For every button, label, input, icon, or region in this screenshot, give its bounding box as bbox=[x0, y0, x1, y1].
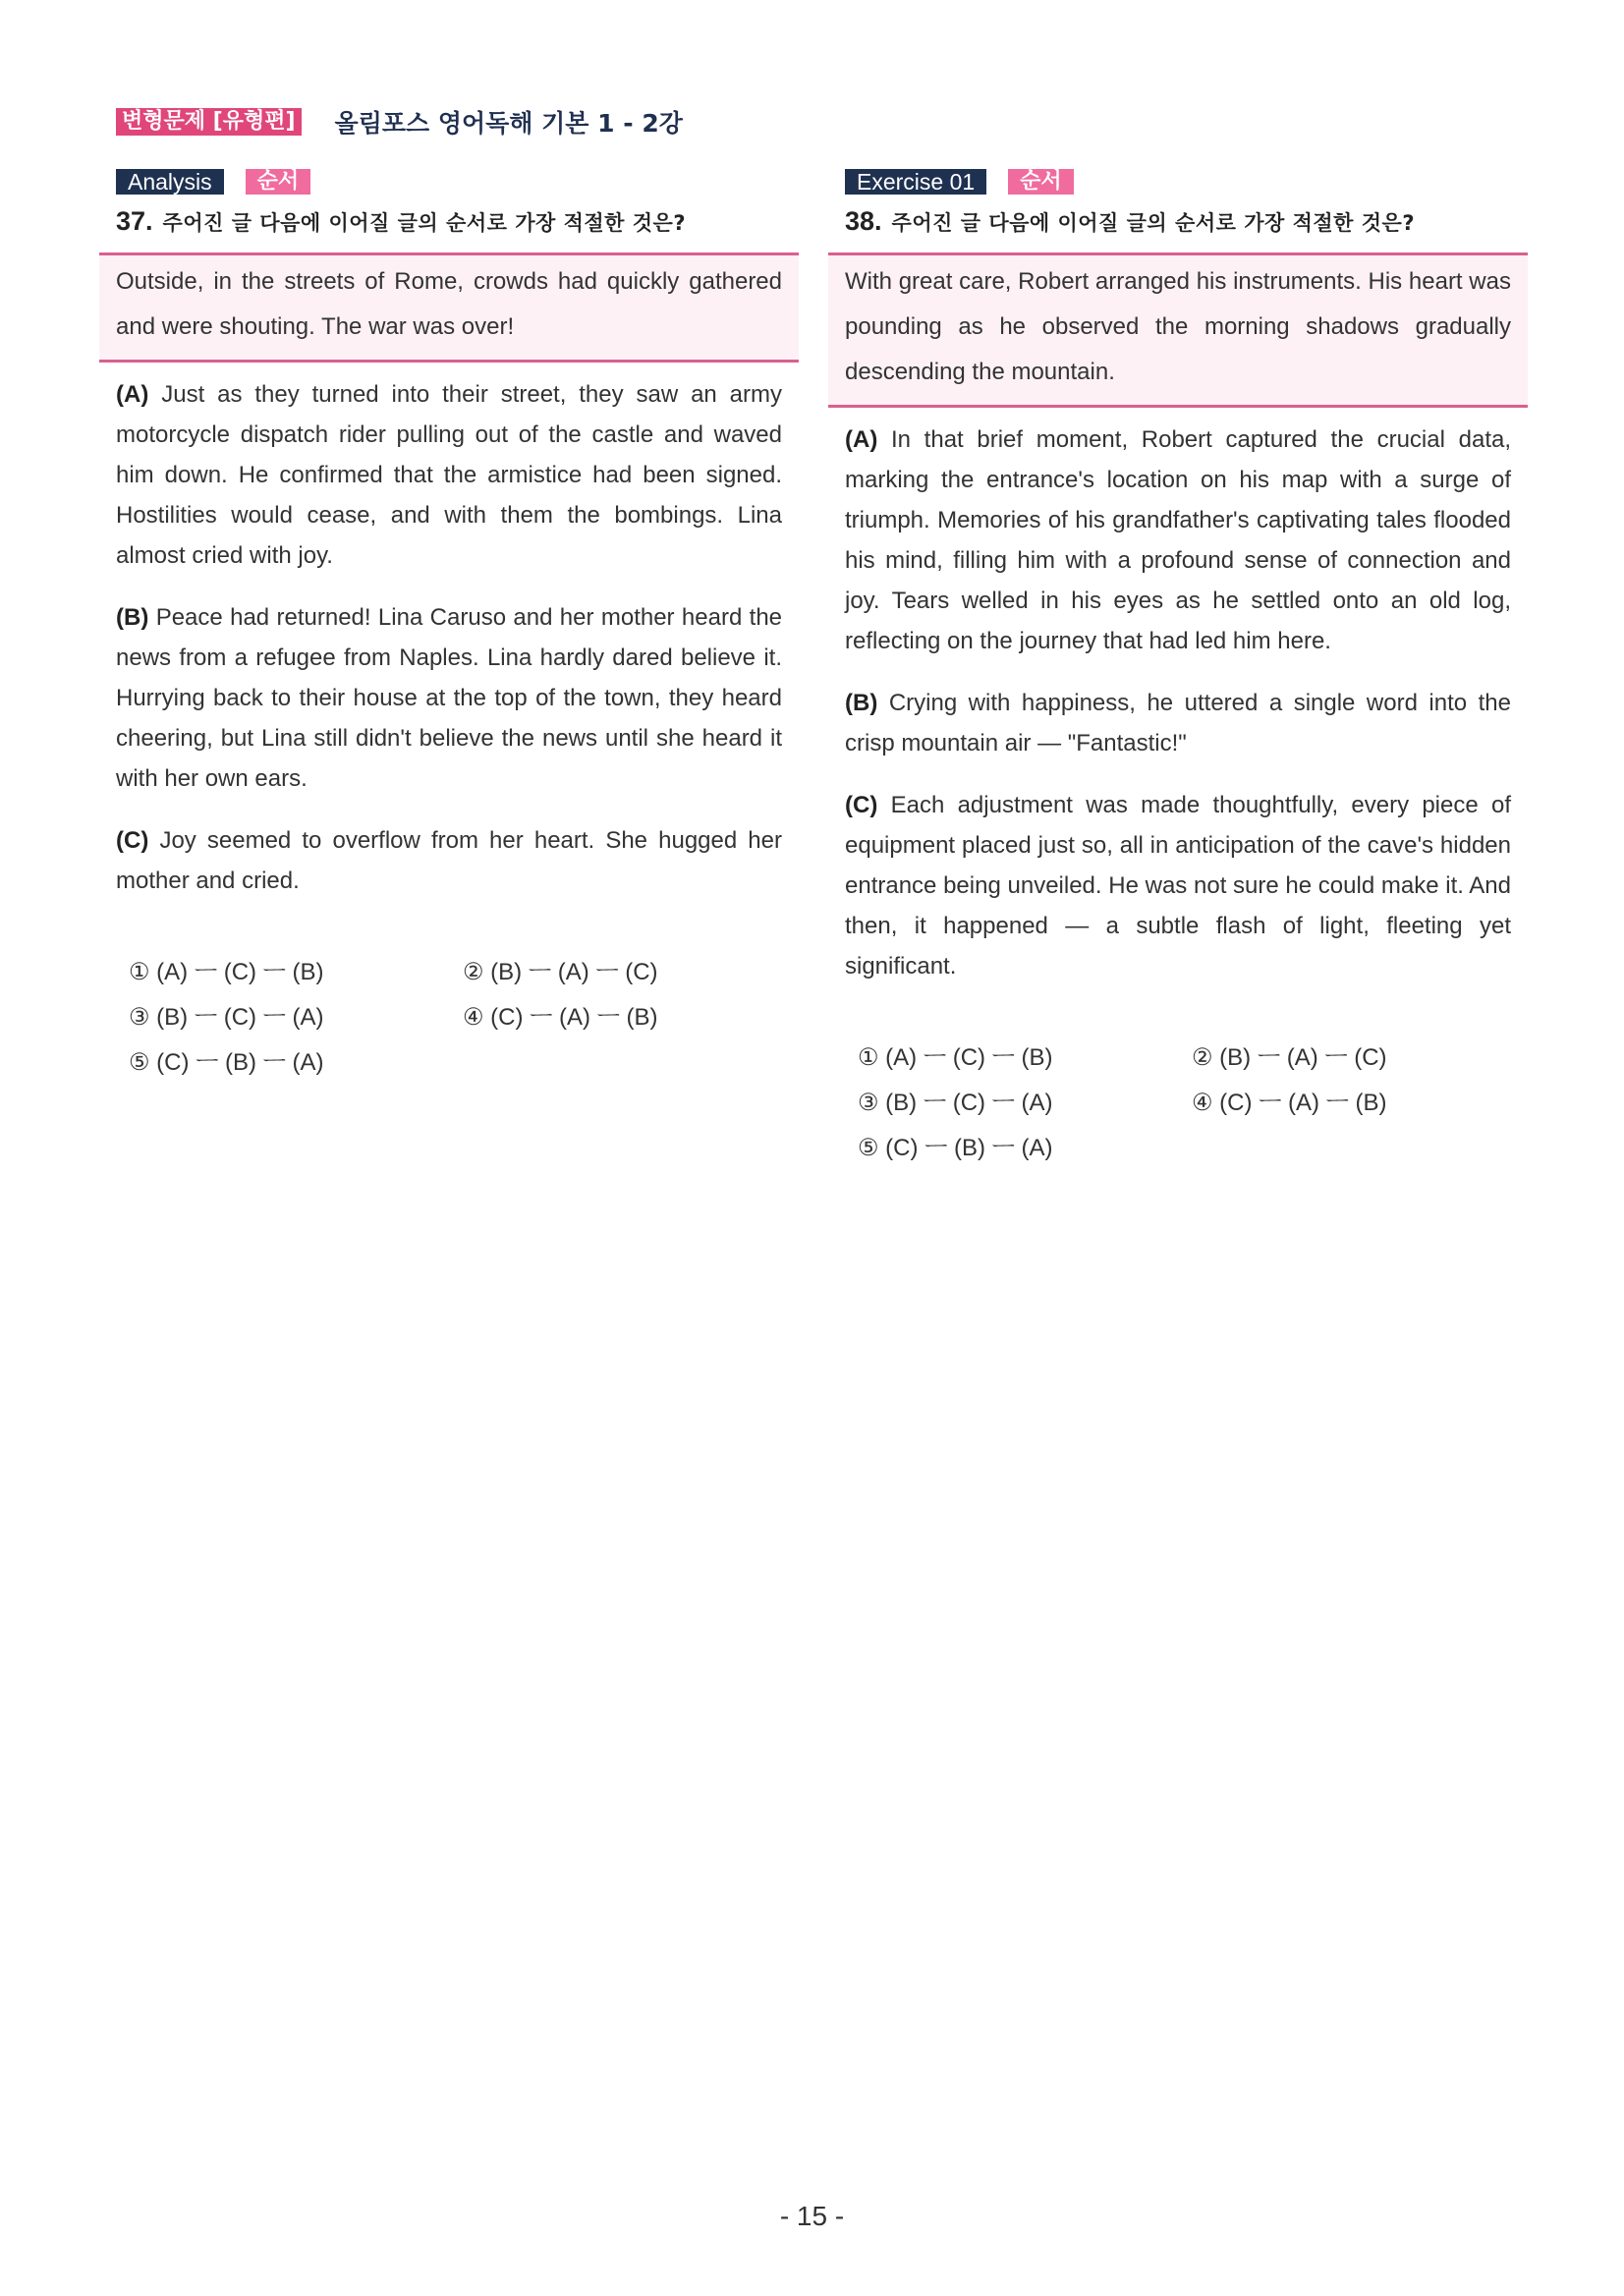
header-tag: 변형문제 [유형편] bbox=[116, 108, 302, 136]
option-1[interactable]: ① (A) ㅡ (C) ㅡ (B) bbox=[858, 1043, 1053, 1071]
question-text: 주어진 글 다음에 이어질 글의 순서로 가장 적절한 것은? bbox=[162, 211, 687, 235]
paragraph-label: (A) bbox=[845, 426, 878, 453]
question-number: 38. bbox=[845, 206, 882, 236]
paragraph-text: Peace had returned! Lina Caruso and her mother heard the news from a refugee from Naples. Lina hardly dared believe it. Hurrying back to their house at the top of the town, they heard cheering, but Lina still didn't believe the news until she heard it with her own ears. bbox=[116, 604, 783, 792]
type-badge: 순서 bbox=[246, 169, 311, 195]
options-row bbox=[129, 1036, 799, 1082]
paragraph-text: Joy seemed to overflow from her heart. She hugged her mother and cried. bbox=[116, 827, 782, 894]
option-5[interactable]: ⑤ (C) ㅡ (B) ㅡ (A) bbox=[129, 1048, 324, 1076]
paragraph-b bbox=[116, 597, 782, 799]
paragraph-label: (B) bbox=[845, 690, 878, 716]
paragraph-label: (C) bbox=[116, 827, 149, 854]
paragraph-a bbox=[116, 374, 782, 576]
page-header bbox=[116, 106, 683, 138]
option-5[interactable]: ⑤ (C) ㅡ (B) ㅡ (A) bbox=[858, 1134, 1053, 1161]
options-row bbox=[858, 1077, 1528, 1122]
paragraph-b bbox=[845, 683, 1511, 763]
paragraph-text: Crying with happiness, he uttered a single word into the crisp mountain air — "Fantastic!" bbox=[845, 690, 1511, 756]
given-passage: Outside, in the streets of Rome, crowds had quickly gathered and were shouting. The war was over! bbox=[99, 252, 799, 363]
option-4[interactable]: ④ (C) ㅡ (A) ㅡ (B) bbox=[1192, 1089, 1387, 1116]
question-37-prompt bbox=[116, 206, 799, 237]
paragraph-text: In that brief moment, Robert captured the crucial data, marking the entrance's location on his map with a surge of triumph. Memories of his grandfather's captivating tales flooded his mind, filling him with a profound sense of connection and joy. Tears welled in his eyes as he settled onto an old log, reflecting on the journey that had led him here. bbox=[845, 426, 1511, 654]
question-37-badges bbox=[116, 169, 799, 195]
option-2[interactable]: ② (B) ㅡ (A) ㅡ (C) bbox=[463, 958, 658, 985]
options-row bbox=[129, 991, 799, 1036]
option-2[interactable]: ② (B) ㅡ (A) ㅡ (C) bbox=[1192, 1043, 1387, 1071]
paragraph-label: (B) bbox=[116, 604, 149, 631]
question-38-badges bbox=[845, 169, 1528, 195]
options-row bbox=[129, 946, 799, 991]
exercise-badge: Exercise 01 bbox=[845, 169, 986, 195]
options-row bbox=[858, 1122, 1528, 1167]
paragraph-text: Just as they turned into their street, they saw an army motorcycle dispatch rider pulling out of the castle and waved him down. He confirmed that the armistice had been signed. Hostilities would cease, and with them the bombings. Lina almost cried with joy. bbox=[116, 381, 782, 569]
analysis-badge: Analysis bbox=[116, 169, 224, 195]
question-text: 주어진 글 다음에 이어질 글의 순서로 가장 적절한 것은? bbox=[891, 211, 1416, 235]
paragraph-a bbox=[845, 420, 1511, 661]
question-38-prompt bbox=[845, 206, 1528, 237]
header-title: 올림포스 영어독해 기본 1 - 2강 bbox=[334, 109, 683, 138]
given-passage: With great care, Robert arranged his instruments. His heart was pounding as he observed the morning shadows gradually descending the mountain. bbox=[828, 252, 1528, 408]
option-4[interactable]: ④ (C) ㅡ (A) ㅡ (B) bbox=[463, 1003, 658, 1031]
paragraph-label: (A) bbox=[116, 381, 149, 408]
question-38-column bbox=[828, 169, 1528, 1167]
answer-options bbox=[129, 946, 799, 1082]
paragraph-c bbox=[845, 785, 1511, 986]
paragraph-c bbox=[116, 820, 782, 901]
paragraph-label: (C) bbox=[845, 792, 878, 818]
option-3[interactable]: ③ (B) ㅡ (C) ㅡ (A) bbox=[129, 1003, 324, 1031]
answer-options bbox=[858, 1032, 1528, 1167]
question-37-column bbox=[99, 169, 799, 1082]
paragraph-text: Each adjustment was made thoughtfully, every piece of equipment placed just so, all in anticipation of the cave's hidden entrance being unveiled. He was not sure he could make it. And then, it happened — a subtle flash of light, fleeting yet significant. bbox=[845, 792, 1511, 980]
question-number: 37. bbox=[116, 206, 153, 236]
options-row bbox=[858, 1032, 1528, 1077]
page-number: - 15 - bbox=[779, 2201, 845, 2231]
option-1[interactable]: ① (A) ㅡ (C) ㅡ (B) bbox=[129, 958, 324, 985]
type-badge: 순서 bbox=[1008, 169, 1074, 195]
option-3[interactable]: ③ (B) ㅡ (C) ㅡ (A) bbox=[858, 1089, 1053, 1116]
